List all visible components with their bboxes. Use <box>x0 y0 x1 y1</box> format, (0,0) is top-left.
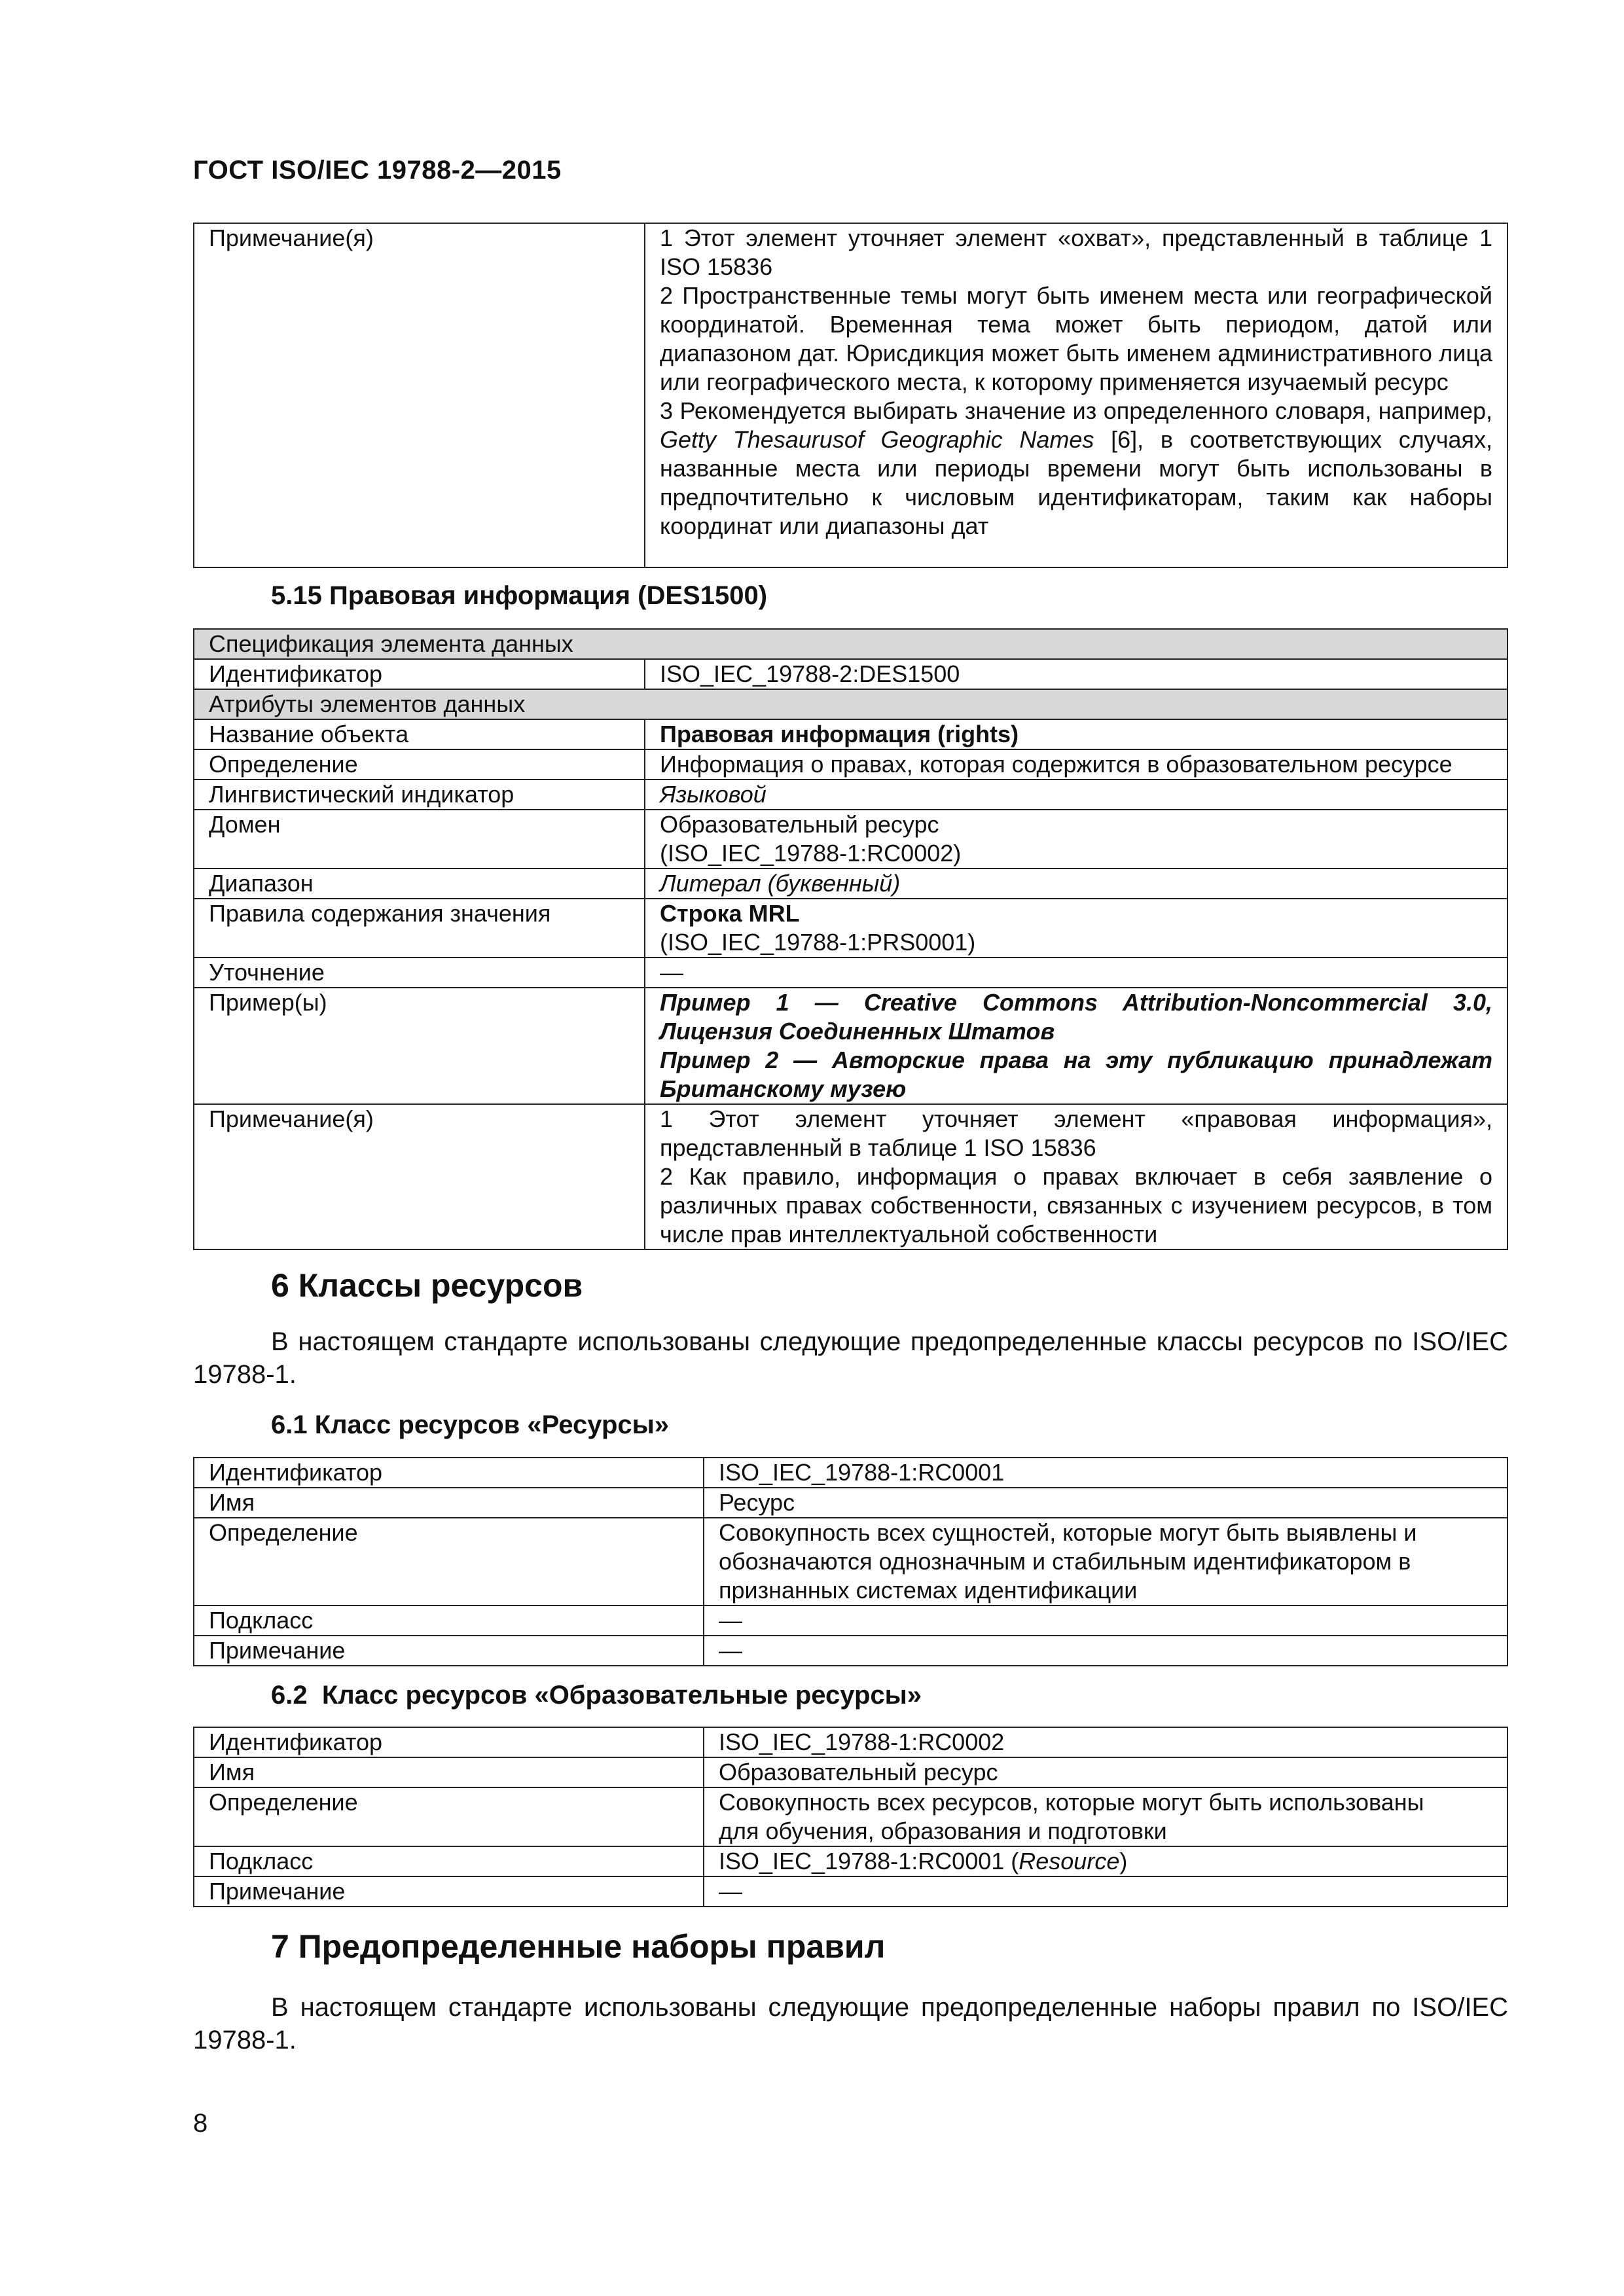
cell-value <box>645 899 1507 958</box>
cell-value <box>645 1104 1507 1249</box>
table-row <box>194 780 1507 810</box>
cell-label: Имя <box>194 1757 704 1787</box>
section-5-15-title: 5.15 Правовая информация (DES1500) <box>271 581 768 610</box>
table-row <box>194 1636 1507 1666</box>
table-row <box>194 719 1507 749</box>
note-2: 2 Как правило, информация о правах включает в себя заявление о различных правах собственности, связанных с изучением ресурсов, в том числе прав интеллектуальной собственности <box>660 1163 1492 1247</box>
cell-value: Правовая информация (rights) <box>645 719 1507 749</box>
cell-label: Имя <box>194 1488 704 1518</box>
table-row <box>194 1846 1507 1876</box>
page-number: 8 <box>193 2109 208 2138</box>
document-header: ГОСТ ISO/IEC 19788-2—2015 <box>193 156 562 185</box>
notes-value <box>645 223 1507 567</box>
notes-label: Примечание(я) <box>194 223 645 567</box>
cell-label: Определение <box>194 749 645 780</box>
section-7-intro: В настоящем стандарте использованы следующие предопределенные наборы правил по ISO/IEC 19788-1. <box>193 1993 1508 2054</box>
cell-label: Название объекта <box>194 719 645 749</box>
table-row <box>194 1488 1507 1518</box>
cell-label: Диапазон <box>194 869 645 899</box>
table-row <box>194 629 1507 659</box>
cell-value <box>645 988 1507 1104</box>
cell-value: — <box>704 1876 1507 1907</box>
note-2: 2 Пространственные темы могут быть именем места или географической координатой. Временная тема может быть периодом, датой или диапазоном дат. Юрисдикция может быть именем административного лица или географического места, к которому применяется изучаемый ресурс <box>660 282 1492 395</box>
cell-value: ISO_IEC_19788-2:DES1500 <box>645 659 1507 689</box>
cell-label: Домен <box>194 810 645 869</box>
table-row <box>194 223 1507 567</box>
cell-label: Примечание(я) <box>194 1104 645 1249</box>
cell-value: Совокупность всех ресурсов, которые могут быть использованы для обучения, образования и подготовки <box>704 1787 1507 1846</box>
section-7-title: 7 Предопределенные наборы правил <box>271 1928 886 1965</box>
note-3: 3 Рекомендуется выбирать значение из определенного словаря, например, Getty Thesaurusof Geographic Names [6], в соответствующих случаях, названные места или периоды времени могут быть использованы в предпочтительно к числовым идентификаторам, таким как наборы координат или диапазоны дат <box>660 397 1492 539</box>
table-row <box>194 749 1507 780</box>
table-row <box>194 958 1507 988</box>
cell-label: Пример(ы) <box>194 988 645 1104</box>
rules-value-line: Строка MRL <box>660 900 800 927</box>
cell-label: Уточнение <box>194 958 645 988</box>
cell-label: Определение <box>194 1518 704 1605</box>
section-6-2-title: 6.2 Класс ресурсов «Образовательные ресурсы» <box>271 1681 922 1710</box>
note-1: 1 Этот элемент уточняет элемент «правовая информация», представленный в таблице 1 ISO 15836 <box>660 1105 1492 1161</box>
table-row <box>194 1727 1507 1757</box>
cell-value: Информация о правах, которая содержится в образовательном ресурсе <box>645 749 1507 780</box>
spec-header: Спецификация элемента данных <box>194 629 1507 659</box>
cell-value: — <box>704 1636 1507 1666</box>
rc0002-table <box>193 1727 1508 1907</box>
cell-label: Примечание <box>194 1636 704 1666</box>
rc0001-table <box>193 1457 1508 1666</box>
section-6-title: 6 Классы ресурсов <box>271 1267 583 1304</box>
table-row <box>194 988 1507 1104</box>
table-row <box>194 869 1507 899</box>
table-row <box>194 899 1507 958</box>
cell-label: Правила содержания значения <box>194 899 645 958</box>
attr-header: Атрибуты элементов данных <box>194 689 1507 719</box>
cell-value: Образовательный ресурс <box>704 1757 1507 1787</box>
section-6-1-title: 6.1 Класс ресурсов «Ресурсы» <box>271 1410 670 1439</box>
table-row <box>194 810 1507 869</box>
cell-label: Идентификатор <box>194 1458 704 1488</box>
table-row <box>194 1787 1507 1846</box>
cell-value: ISO_IEC_19788-1:RC0001 <box>704 1458 1507 1488</box>
cell-value: Языковой <box>645 780 1507 810</box>
cell-label: Подкласс <box>194 1605 704 1636</box>
example-2: Пример 2 — Авторские права на эту публикацию принадлежат Британскому музею <box>660 1047 1492 1102</box>
cell-value: Литерал (буквенный) <box>645 869 1507 899</box>
des1500-table <box>193 628 1508 1250</box>
section-6-intro: В настоящем стандарте использованы следующие предопределенные классы ресурсов по ISO/IEC 19788-1. <box>193 1327 1508 1389</box>
domain-value-line: (ISO_IEC_19788-1:RC0002) <box>660 840 962 867</box>
cell-label: Примечание <box>194 1876 704 1907</box>
table-row <box>194 1104 1507 1249</box>
domain-value-line: Образовательный ресурс <box>660 811 939 838</box>
table-row <box>194 1876 1507 1907</box>
cell-value: — <box>645 958 1507 988</box>
cell-value: ISO_IEC_19788-1:RC0001 (Resource) <box>704 1846 1507 1876</box>
table-row <box>194 1518 1507 1605</box>
table-row <box>194 1757 1507 1787</box>
example-1: Пример 1 — Creative Commons Attribution-Noncommercial 3.0, Лицензия Соединенных Штатов <box>660 989 1492 1045</box>
cell-value: Совокупность всех сущностей, которые могут быть выявлены и обозначаются однозначным и стабильным идентификатором в признанных системах идентификации <box>704 1518 1507 1605</box>
table-row <box>194 689 1507 719</box>
notes-table-continuation <box>193 223 1508 568</box>
cell-label: Подкласс <box>194 1846 704 1876</box>
cell-label: Идентификатор <box>194 1727 704 1757</box>
rules-value-line: (ISO_IEC_19788-1:PRS0001) <box>660 929 976 956</box>
cell-label: Определение <box>194 1787 704 1846</box>
note-1: 1 Этот элемент уточняет элемент «охват», представленный в таблице 1 ISO 15836 <box>660 224 1492 280</box>
cell-value: ISO_IEC_19788-1:RC0002 <box>704 1727 1507 1757</box>
cell-value: — <box>704 1605 1507 1636</box>
table-row <box>194 659 1507 689</box>
cell-value <box>645 810 1507 869</box>
table-row <box>194 1605 1507 1636</box>
table-row <box>194 1458 1507 1488</box>
cell-value: Ресурс <box>704 1488 1507 1518</box>
cell-label: Идентификатор <box>194 659 645 689</box>
cell-label: Лингвистический индикатор <box>194 780 645 810</box>
